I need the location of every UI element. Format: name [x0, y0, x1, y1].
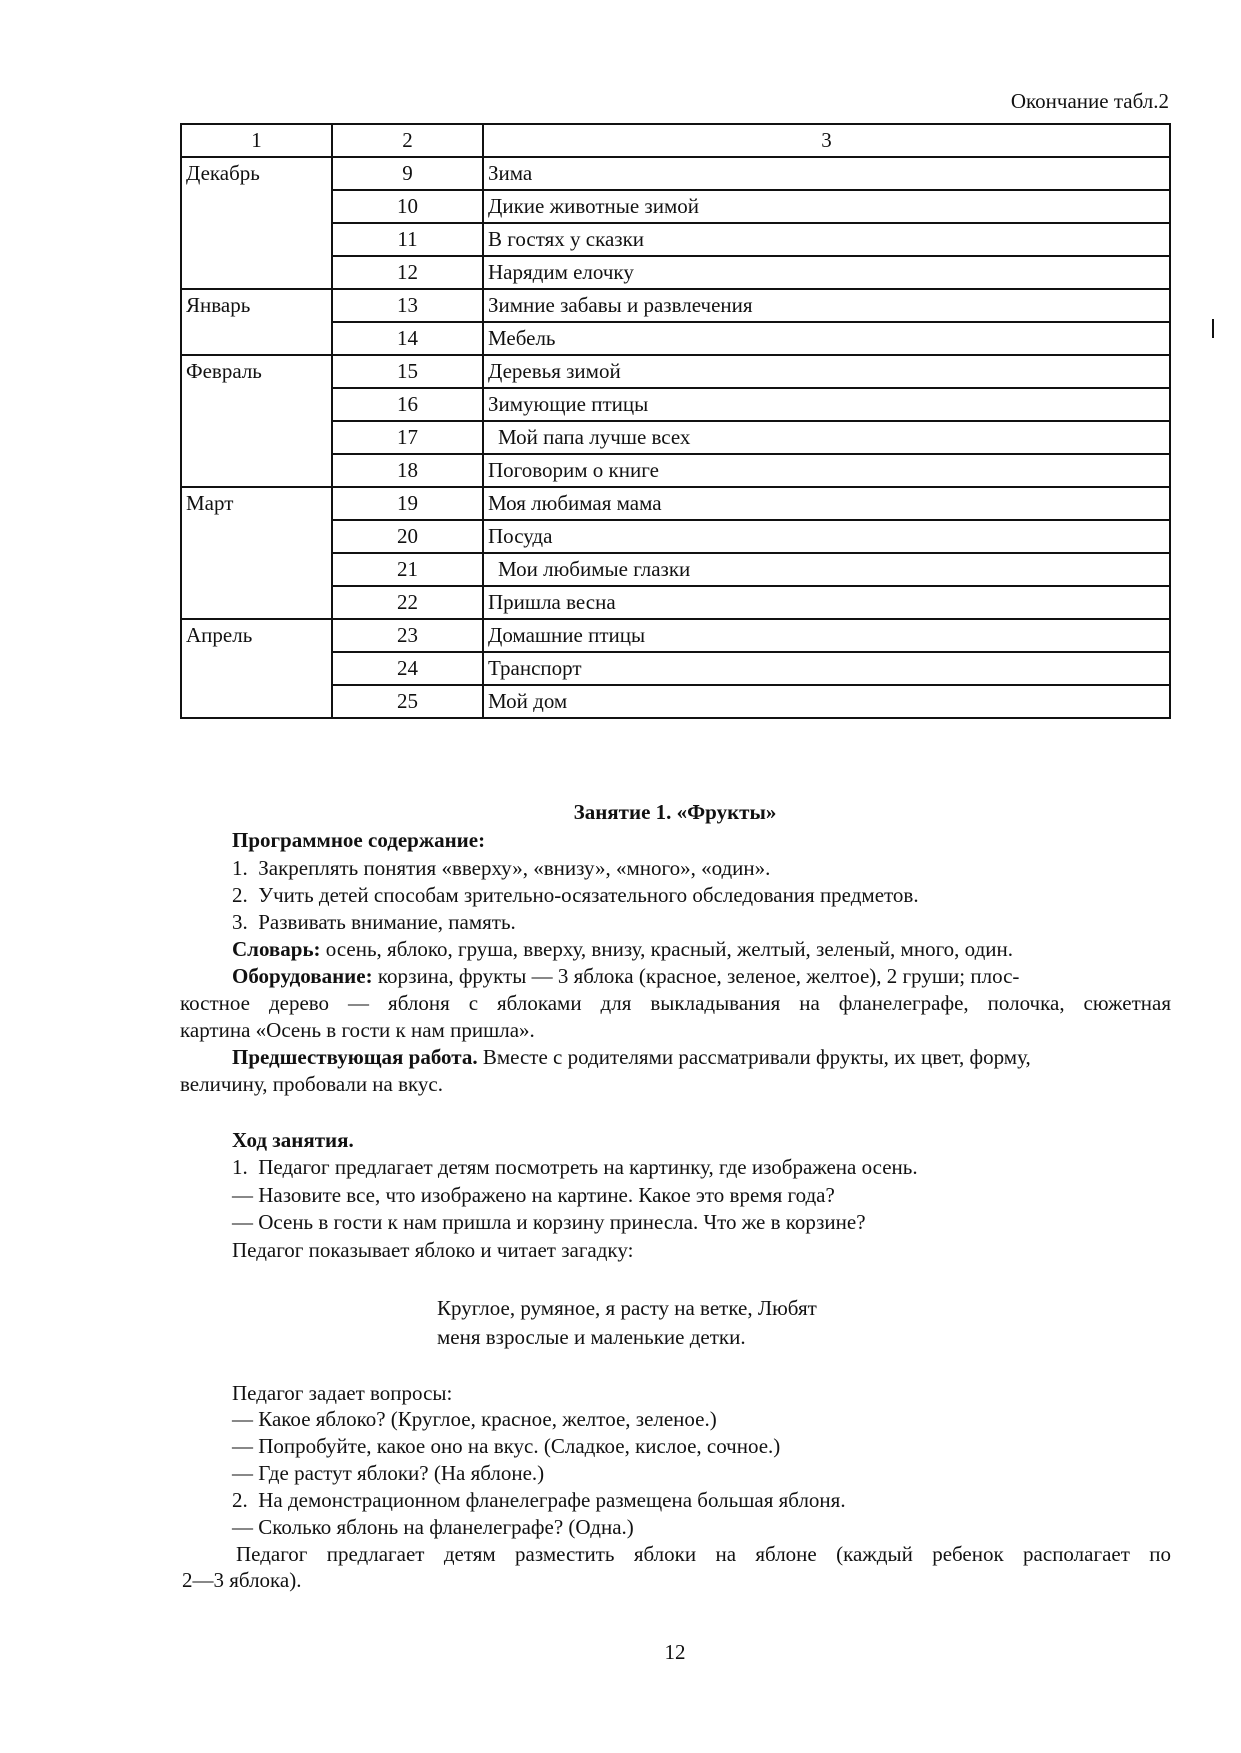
lesson-topic: Мой дом — [483, 685, 1170, 718]
course-line: — Назовите все, что изображено на картине. Какое это время года? — [232, 1183, 835, 1207]
lesson-number: 11 — [332, 223, 483, 256]
table-row — [181, 619, 1170, 652]
lesson-topic: Домашние птицы — [483, 619, 1170, 652]
month-cell: Декабрь — [181, 157, 332, 289]
lesson-topic: Мои любимые глазки — [483, 553, 1170, 586]
lesson-number: 10 — [332, 190, 483, 223]
lesson-topic: Зимующие птицы — [483, 388, 1170, 421]
lesson-number: 9 — [332, 157, 483, 190]
table-header-row — [181, 124, 1170, 157]
table-row — [181, 289, 1170, 322]
lesson-plan-table — [180, 123, 1171, 719]
program-item: 2. Учить детей способам зрительно-осязательного обследования предметов. — [232, 883, 919, 907]
equipment-text-line2: костное дерево — яблоня с яблоками для выкладывания на фланелеграфе, полочка, сюжетная — [180, 991, 1171, 1015]
lesson-number: 17 — [332, 421, 483, 454]
page-number: 12 — [664, 1640, 686, 1664]
lesson-number: 16 — [332, 388, 483, 421]
lesson-topic: Посуда — [483, 520, 1170, 553]
lesson-topic: Транспорт — [483, 652, 1170, 685]
lesson-topic: Зимние забавы и развлечения — [483, 289, 1170, 322]
question-line: — Какое яблоко? (Круглое, красное, желтое, зеленое.) — [232, 1407, 717, 1431]
equipment-paragraph — [232, 963, 1171, 989]
final-line: 2—3 яблока). — [182, 1568, 302, 1592]
lesson-number: 18 — [332, 454, 483, 487]
lesson-topic: Пришла весна — [483, 586, 1170, 619]
lesson-topic: Поговорим о книге — [483, 454, 1170, 487]
lesson-number: 12 — [332, 256, 483, 289]
lesson-number: 23 — [332, 619, 483, 652]
lesson-number: 15 — [332, 355, 483, 388]
lesson-topic: В гостях у сказки — [483, 223, 1170, 256]
course-line: — Осень в гости к нам пришла и корзину принесла. Что же в корзине? — [232, 1210, 866, 1234]
equipment-text-line1: корзина, фрукты — 3 яблока (красное, зеленое, желтое), 2 груши; плос- — [372, 964, 1020, 988]
lesson-number: 22 — [332, 586, 483, 619]
course-label: Ход занятия. — [232, 1128, 354, 1152]
lesson-topic: Мой папа лучше всех — [483, 421, 1170, 454]
table-caption: Окончание табл.2 — [1010, 89, 1169, 113]
lesson-number: 19 — [332, 487, 483, 520]
table-row — [181, 355, 1170, 388]
lesson-number: 20 — [332, 520, 483, 553]
lesson-topic: Нарядим елочку — [483, 256, 1170, 289]
program-item: 1. Закреплять понятия «вверху», «внизу», «много», «один». — [232, 856, 771, 880]
table-row — [181, 157, 1170, 190]
question-line: 2. На демонстрационном фланелеграфе размещена большая яблоня. — [232, 1488, 846, 1512]
lesson-number: 13 — [332, 289, 483, 322]
course-line: Педагог показывает яблоко и читает загадку: — [232, 1238, 634, 1262]
question-line: Педагог задает вопросы: — [232, 1381, 453, 1405]
month-cell: Февраль — [181, 355, 332, 487]
vocabulary-text: осень, яблоко, груша, вверху, внизу, красный, желтый, зеленый, много, один. — [320, 937, 1013, 961]
lesson-topic: Дикие животные зимой — [483, 190, 1170, 223]
equipment-text-line3: картина «Осень в гости к нам пришла». — [180, 1018, 535, 1042]
lesson-topic: Моя любимая мама — [483, 487, 1170, 520]
margin-mark — [1212, 319, 1214, 338]
riddle-line: меня взрослые и маленькие детки. — [437, 1325, 746, 1349]
lesson-number: 14 — [332, 322, 483, 355]
table-row — [181, 487, 1170, 520]
month-cell: Январь — [181, 289, 332, 355]
preliminary-paragraph — [232, 1044, 1031, 1070]
riddle-line: Круглое, румяное, я расту на ветке, Любят — [437, 1296, 817, 1320]
header-cell-1: 1 — [181, 124, 332, 157]
preliminary-text-line1: Вместе с родителями рассматривали фрукты, их цвет, форму, — [477, 1045, 1031, 1069]
lesson-number: 25 — [332, 685, 483, 718]
lesson-number: 24 — [332, 652, 483, 685]
lesson-topic: Деревья зимой — [483, 355, 1170, 388]
program-content-label: Программное содержание: — [232, 828, 486, 852]
preliminary-text-line2: величину, пробовали на вкус. — [180, 1072, 444, 1096]
lesson-title: Занятие 1. «Фрукты» — [573, 800, 777, 824]
vocabulary-label: Словарь: — [232, 937, 321, 961]
question-line: — Попробуйте, какое оно на вкус. (Сладкое, кислое, сочное.) — [232, 1434, 781, 1458]
lesson-number: 21 — [332, 553, 483, 586]
lesson-topic: Зима — [483, 157, 1170, 190]
question-line: — Где растут яблоки? (На яблоне.) — [232, 1461, 545, 1485]
course-line: 1. Педагог предлагает детям посмотреть на картинку, где изображена осень. — [232, 1155, 918, 1179]
vocabulary-paragraph — [232, 936, 1013, 962]
lesson-topic: Мебель — [483, 322, 1170, 355]
preliminary-label: Предшествующая работа. — [232, 1045, 478, 1069]
header-cell-2: 2 — [332, 124, 483, 157]
program-item: 3. Развивать внимание, память. — [232, 910, 516, 934]
month-cell: Апрель — [181, 619, 332, 718]
question-line: — Сколько яблонь на фланелеграфе? (Одна.) — [232, 1515, 634, 1539]
header-cell-3: 3 — [483, 124, 1170, 157]
month-cell: Март — [181, 487, 332, 619]
final-line: Педагог предлагает детям разместить яблоки на яблоне (каждый ребенок располагает по — [236, 1542, 1171, 1566]
equipment-label: Оборудование: — [232, 964, 373, 988]
